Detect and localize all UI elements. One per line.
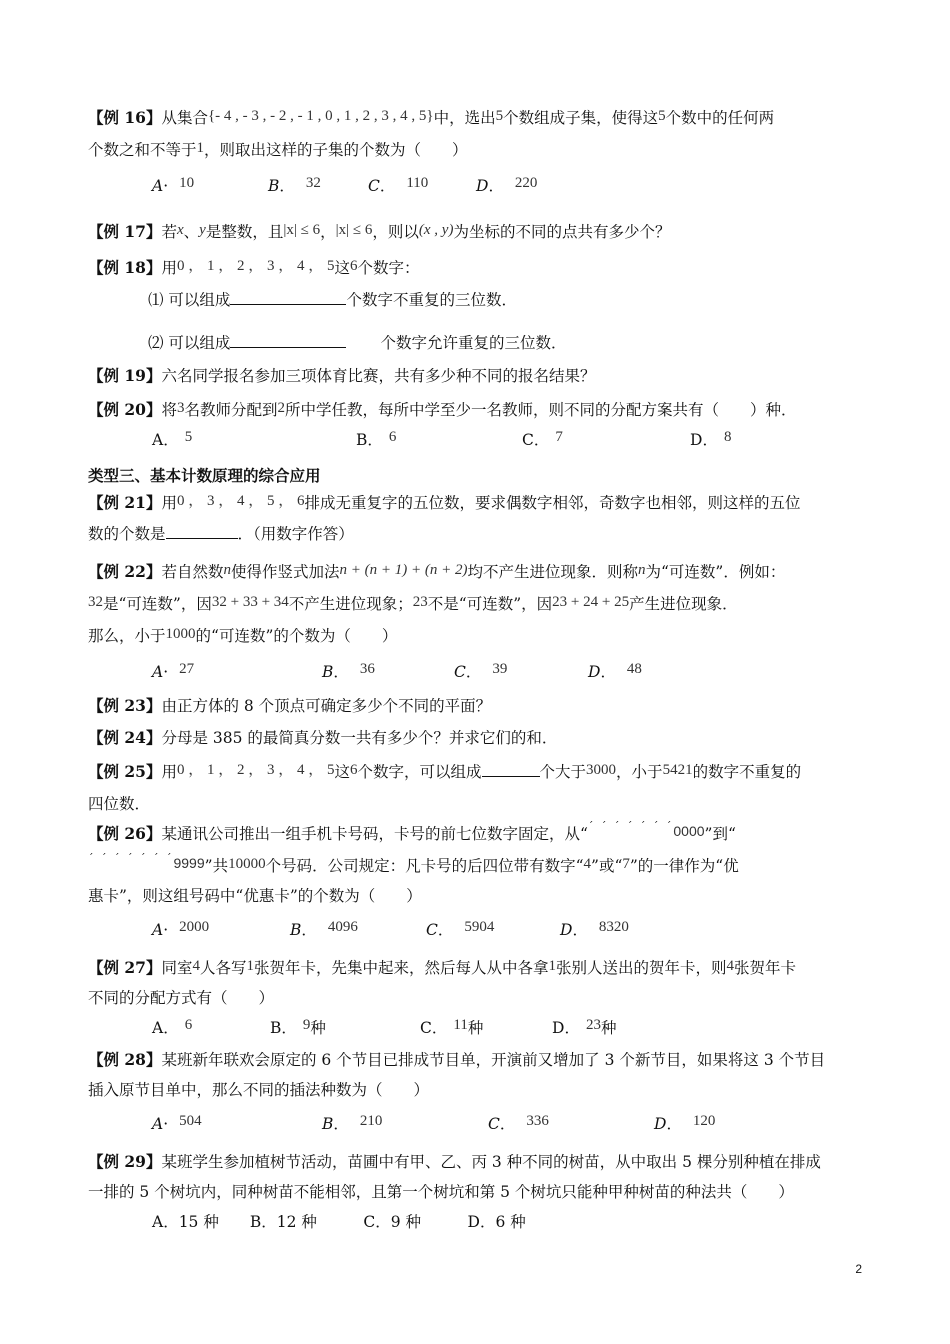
q16-text: 个数组成子集，使得这 bbox=[503, 109, 659, 127]
q29-label: 【例 29】 bbox=[88, 1152, 162, 1171]
q16-option-c: C． 110 bbox=[368, 175, 429, 195]
q16-num: 1 bbox=[196, 140, 205, 156]
q22-option-b: B． 36 bbox=[322, 661, 375, 681]
q22-sum-1: 32 + 33 + 34 bbox=[211, 594, 289, 610]
q26-digit-marks: ´ ´ ´ ´ ´ ´ ´ bbox=[587, 820, 674, 833]
question-20: 【例 20】将3名教师分配到2所中学任教，每所中学至少一名教师，则不同的分配方案共有（ ）种． bbox=[88, 400, 797, 419]
q19-label: 【例 19】 bbox=[88, 366, 162, 385]
q20-option-a: A． 5 bbox=[152, 429, 193, 449]
q16-set: {- 4 , - 3 , - 2 , - 1 , 0 , 1 , 2 , 3 , 4 , 5} bbox=[207, 108, 434, 124]
question-29-cont: 一排的 5 个树坑内，同种树苗不能相邻，且第一个树坑和第 5 个树坑只能种甲种树苗的种法共（ ） bbox=[88, 1183, 794, 1201]
q28-option-b: B． 210 bbox=[322, 1113, 383, 1133]
q25-digits: 0 ， 1 ， 2 ， 3 ， 4 ， 5 bbox=[176, 762, 335, 778]
q22-sum-2: 23 + 24 + 25 bbox=[552, 594, 630, 610]
q28-option-d: D． 120 bbox=[654, 1113, 716, 1133]
section-heading: 类型三、基本计数原理的综合应用 bbox=[88, 466, 321, 485]
question-16 bbox=[88, 108, 774, 129]
q16-num: 5 bbox=[658, 108, 666, 124]
q24-label: 【例 24】 bbox=[88, 728, 162, 747]
question-27-cont: 不同的分配方式有（ ） bbox=[88, 989, 275, 1007]
q26-label: 【例 26】 bbox=[88, 824, 162, 843]
q22-option-c: C． 39 bbox=[454, 661, 508, 681]
q16-label: 【例 16】 bbox=[88, 108, 162, 127]
answer-blank[interactable] bbox=[230, 333, 346, 348]
q20-option-b: B． 6 bbox=[356, 429, 397, 449]
q19-text: 六名同学报名参加三项体育比赛，共有多少种不同的报名结果？ bbox=[161, 367, 596, 385]
question-28: 【例 28】某班新年联欢会原定的 6 个节目已排成节目单，开演前又增加了 3 个新节目，如果将这 3 个节目 bbox=[88, 1050, 826, 1069]
q18-digits: 0 ， 1 ， 2 ， 3 ， 4 ， 5 bbox=[176, 258, 335, 274]
q26-option-b: B． 4096 bbox=[290, 919, 358, 939]
q22-option-d: D． 48 bbox=[588, 661, 642, 681]
question-18: 【例 18】用0 ， 1 ， 2 ， 3 ， 4 ， 5这6个数字： bbox=[88, 258, 420, 277]
q17-label: 【例 17】 bbox=[88, 222, 162, 241]
q28-option-c: C． 336 bbox=[488, 1113, 549, 1133]
answer-blank[interactable] bbox=[230, 290, 346, 305]
q26-digit-marks: ´ ´ ´ ´ ´ ´ ´ bbox=[88, 852, 174, 865]
q29-options: A．15 种 B．12 种 C．9 种 D．6 种 bbox=[152, 1213, 526, 1231]
q26-option-d: D． 8320 bbox=[560, 919, 629, 939]
question-22-cont: 32是“可连数”，因32 + 33 + 34不产生进位现象；23不是“可连数”，因23 + 24 + 25产生进位现象． bbox=[88, 594, 738, 613]
q22-option-a: A· 27 bbox=[152, 661, 195, 681]
q18-label: 【例 18】 bbox=[88, 258, 162, 277]
q27-option-c: C． 11种 bbox=[420, 1017, 484, 1037]
question-26-cont2: 惠卡”，则这组号码中“优惠卡”的个数为（ ） bbox=[88, 887, 422, 905]
q17-var-x: x bbox=[176, 222, 184, 238]
answer-blank[interactable] bbox=[482, 762, 540, 777]
q16-num: 5 bbox=[495, 108, 504, 124]
q16-option-d: D． 220 bbox=[476, 175, 538, 195]
q21-label: 【例 21】 bbox=[88, 493, 162, 512]
q20-label: 【例 20】 bbox=[88, 400, 162, 419]
question-22: 【例 22】若自然数n使得作竖式加法n + (n + 1) + (n + 2)均不产生进位现象．则称n为“可连数”．例如： bbox=[88, 562, 786, 581]
page-number: 2 bbox=[855, 1262, 862, 1276]
question-28-cont: 插入原节目单中，那么不同的插法种数为（ ） bbox=[88, 1081, 430, 1099]
q20-option-c: C． 7 bbox=[522, 429, 563, 449]
q17-condition-1: |x| ≤ 6 bbox=[283, 222, 321, 238]
question-27: 【例 27】同室4人各写1张贺年卡，先集中起来，然后每人从中各拿1张别人送出的贺年卡，则4张贺年卡 bbox=[88, 958, 797, 977]
q27-label: 【例 27】 bbox=[88, 958, 162, 977]
q27-option-b: B． 9种 bbox=[270, 1017, 326, 1037]
question-26-cont: ´ ´ ´ ´ ´ ´ ´9999”共10000个号码．公司规定：凡卡号的后四位带有数字“4”或“7”的一律作为“优 bbox=[88, 852, 739, 875]
q28-label: 【例 28】 bbox=[88, 1050, 162, 1069]
question-16-cont bbox=[88, 140, 468, 161]
question-22-cont2: 那么，小于1000的“可连数”的个数为（ ） bbox=[88, 626, 398, 645]
q17-var-y: y bbox=[199, 222, 206, 238]
q28-option-a: A· 504 bbox=[152, 1113, 202, 1133]
question-23: 【例 23】由正方体的 8 个顶点可确定多少个不同的平面？ bbox=[88, 696, 492, 715]
q16-text: 中，选出 bbox=[433, 109, 496, 127]
q17-condition-2: |x| ≤ 6 bbox=[335, 222, 373, 238]
question-25: 【例 25】用0 ， 1 ， 2 ， 3 ， 4 ， 5这6个数字，可以组成 个大于3000，小于5421的数字不重复的 bbox=[88, 762, 802, 781]
question-24: 【例 24】分母是 385 的最简真分数一共有多少个？并求它们的和． bbox=[88, 728, 558, 747]
q25-label: 【例 25】 bbox=[88, 762, 162, 781]
question-21: 【例 21】用0 ， 3 ， 4 ， 5 ， 6排成无重复字的五位数，要求偶数字相邻，奇数字也相邻，则这样的五位 bbox=[88, 493, 801, 512]
q16-option-b: B． 32 bbox=[268, 175, 321, 195]
q26-option-a: A· 2000 bbox=[152, 919, 210, 939]
q26-option-c: C． 5904 bbox=[426, 919, 495, 939]
q18-sub-1: ⑴ 可以组成 个数字不重复的三位数． bbox=[148, 291, 517, 309]
answer-blank[interactable] bbox=[166, 524, 238, 539]
q21-digits: 0 ， 3 ， 4 ， 5 ， 6 bbox=[176, 493, 305, 509]
question-21-cont: 数的个数是 ．（用数字作答） bbox=[88, 525, 354, 543]
q27-option-a: A． 6 bbox=[152, 1017, 193, 1037]
q20-option-d: D． 8 bbox=[690, 429, 732, 449]
question-29: 【例 29】某班学生参加植树节活动，苗圃中有甲、乙、丙 3 种不同的树苗，从中取出 5 棵分别种植在排成 bbox=[88, 1152, 821, 1171]
q16-text: ，则取出这样的子集的个数为（ ） bbox=[204, 141, 468, 159]
q27-option-d: D． 23种 bbox=[552, 1017, 617, 1037]
q16-option-a: A· 10 bbox=[152, 175, 195, 195]
q22-label: 【例 22】 bbox=[88, 562, 162, 581]
question-17: 【例 17】若x、y是整数，且|x| ≤ 6，|x| ≤ 6，则以(x , y)为坐标的不同的点共有多少个？ bbox=[88, 222, 671, 241]
q18-sub-2: ⑵ 可以组成 个数字允许重复的三位数． bbox=[148, 334, 567, 352]
question-26: 【例 26】某通讯公司推出一组手机卡号码，卡号的前七位数字固定，从“´ ´ ´ ´ ´ ´ ´0000”到“ bbox=[88, 820, 736, 843]
question-25-cont: 四位数． bbox=[88, 795, 151, 813]
q17-point: (x , y) bbox=[418, 222, 454, 238]
q16-text: 个数中的任何两 bbox=[665, 109, 775, 127]
q22-expression: n + (n + 1) + (n + 2) bbox=[339, 562, 468, 578]
q16-text: 从集合 bbox=[161, 109, 208, 127]
q23-label: 【例 23】 bbox=[88, 696, 162, 715]
question-19 bbox=[88, 366, 595, 386]
q16-text: 个数之和不等于 bbox=[88, 141, 197, 159]
